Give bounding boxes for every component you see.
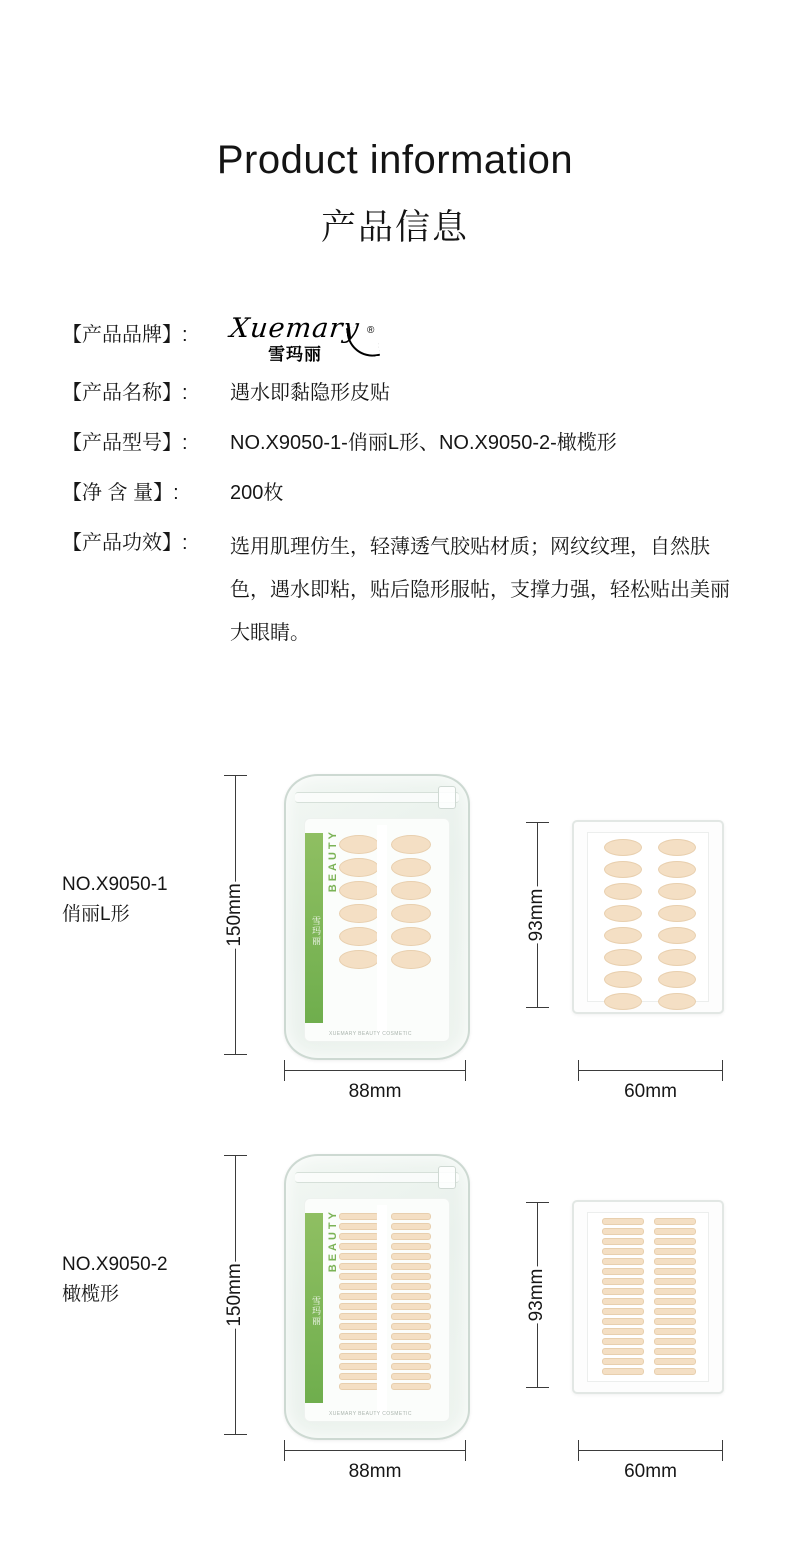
registered-trademark-icon: ® [367,325,375,336]
lash-strip [391,927,431,946]
product-sheet-1 [572,820,724,1014]
lash-strip [391,1213,431,1220]
dimension-cap-bottom [224,1434,247,1435]
lash-strip [339,904,379,923]
lash-strip [654,1298,696,1305]
lash-strip [391,1373,431,1380]
lash-strip [339,1253,379,1260]
lash-strip [602,1338,644,1345]
lash-strip [391,1243,431,1250]
dimension-width-label-sheet-1: 60mm [624,1081,677,1102]
product-package-1 [284,774,470,1060]
lash-strip [602,1348,644,1355]
dimension-cap-right [465,1440,466,1461]
lash-strip [602,1278,644,1285]
package-zipper-pull-icon [438,1166,456,1189]
lash-strip [604,993,642,1010]
lash-strip [391,1283,431,1290]
lash-strip [658,949,696,966]
lash-strip [339,927,379,946]
dimension-height-package-1 [218,775,252,1055]
dimension-height-label-1: 150mm [221,881,249,948]
figure-caption-1-line2: 俏丽L形 [62,904,130,925]
lash-strip [658,993,696,1010]
package-brandword-1: BEAUTY [327,829,339,893]
lash-strip [658,905,696,922]
lash-strip [339,1263,379,1270]
figure-caption-1 [62,870,168,930]
lash-strip [391,904,431,923]
lash-strip [654,1328,696,1335]
lash-strip [602,1268,644,1275]
package-center-divider-2 [377,1205,387,1415]
lash-strip [604,971,642,988]
lash-strip [602,1248,644,1255]
lash-strip [391,1353,431,1360]
spec-value-brand [228,313,390,364]
brand-logo-swoosh-icon [346,324,380,360]
spec-label-quantity: 【净 含 量】: [62,482,179,504]
lash-strip [654,1288,696,1295]
dimension-height-sheet-2 [520,1202,554,1388]
dimension-height-label-sheet-1: 93mm [523,887,551,944]
figure-caption-2-line2: 橄榄形 [62,1284,120,1305]
lash-strip [339,1343,379,1350]
lash-strip [391,1383,431,1390]
spec-value-quantity: 200枚 [230,482,284,504]
brand-logo [228,312,390,364]
package-green-strip-2: 雪玛丽 [305,1213,323,1403]
lash-strip [658,839,696,856]
sheet-lash-grid-1 [604,839,696,1010]
spec-row-quantity [62,476,752,510]
lash-strip [339,1363,379,1370]
spec-value-effect: 选用肌理仿生，轻薄透气胶贴材质；网纹纹理，自然肤色，遇水即粘，贴后隐形服帖，支撑力强，轻松贴出美丽大眼睛。 [230,536,730,644]
package-center-divider-1 [377,825,387,1035]
dimension-line [578,1070,723,1071]
lash-strip [391,1223,431,1230]
lash-strip [602,1328,644,1335]
page-title-cn: 产品信息 [320,208,469,247]
lash-strip [391,1313,431,1320]
lash-strip [654,1248,696,1255]
package-inner-card-1 [304,818,450,1042]
dimension-height-sheet-1 [520,822,554,1008]
lash-strip [602,1288,644,1295]
lash-strip [602,1308,644,1315]
figure-caption-1-line1: NO.X9050-1 [62,874,168,895]
package-footnote-1: XUEMARY BEAUTY COSMETIC [329,1031,412,1037]
product-spec-list [62,313,752,671]
dimension-cap-right [722,1060,723,1081]
lash-strip [391,1253,431,1260]
spec-row-effect [62,526,752,655]
dimension-height-label-2: 150mm [221,1261,249,1328]
lash-strip [391,1323,431,1330]
lash-strip [654,1308,696,1315]
figure-block-x9050-1 [0,770,790,1140]
figure-block-x9050-2 [0,1150,790,1520]
lash-strip [339,1333,379,1340]
lash-strip [339,1293,379,1300]
spec-row-brand [62,313,752,364]
package-footnote-2: XUEMARY BEAUTY COSMETIC [329,1411,412,1417]
dimension-cap-bottom [224,1054,247,1055]
dimension-width-sheet-1 [578,1070,723,1100]
dimension-cap-right [722,1440,723,1461]
dimension-cap-right [465,1060,466,1081]
product-package-2 [284,1154,470,1440]
lash-strip [604,905,642,922]
lash-strip [602,1368,644,1375]
lash-strip [654,1338,696,1345]
spec-label-brand: 【产品品牌】: [62,324,188,346]
lash-strip [391,1263,431,1270]
package-zipper [295,1172,459,1183]
lash-strip [654,1358,696,1365]
lash-strip [654,1368,696,1375]
lash-strip [602,1238,644,1245]
spec-label-effect: 【产品功效】: [62,532,188,554]
lash-strip [602,1298,644,1305]
dimension-cap-bottom [526,1007,549,1008]
sheet-lash-grid-2 [602,1218,696,1375]
dimension-cap-bottom [526,1387,549,1388]
lash-strip [339,1233,379,1240]
dimension-width-package-1 [284,1070,466,1100]
spec-value-model: NO.X9050-1-俏丽L形、NO.X9050-2-橄榄形 [230,432,617,454]
lash-strip [654,1268,696,1275]
package-zipper-pull-icon [438,786,456,809]
package-inner-card-2 [304,1198,450,1422]
spec-label-name: 【产品名称】: [62,382,188,404]
lash-strip [339,881,379,900]
lash-strip [602,1258,644,1265]
lash-strip [604,861,642,878]
lash-strip [658,861,696,878]
lash-strip [339,1373,379,1380]
spec-row-model [62,426,752,460]
dimension-width-label-1: 88mm [348,1081,402,1102]
lash-strip [658,971,696,988]
spec-label-model: 【产品型号】: [62,432,188,454]
product-figure-section [0,770,790,1520]
lash-strip [654,1278,696,1285]
dimension-width-label-sheet-2: 60mm [624,1461,677,1482]
lash-strip [602,1228,644,1235]
dimension-width-label-2: 88mm [348,1461,402,1482]
page-title-en: Product information [216,138,574,182]
lash-strip [391,881,431,900]
lash-strip [339,1243,379,1250]
lash-strip [339,1383,379,1390]
figure-caption-2 [62,1250,168,1310]
lash-strip [604,927,642,944]
dimension-line [284,1450,466,1451]
lash-strip [602,1218,644,1225]
lash-strip [339,1223,379,1230]
lash-strip [654,1318,696,1325]
lash-strip [339,950,379,969]
lash-strip [391,1273,431,1280]
lash-strip [604,883,642,900]
lash-strip [658,927,696,944]
dimension-width-package-2 [284,1450,466,1480]
lash-strip [604,949,642,966]
product-sheet-2 [572,1200,724,1394]
lash-strip [654,1258,696,1265]
lash-strip [391,1363,431,1370]
lash-strip [339,1213,379,1220]
dimension-line [578,1450,723,1451]
brand-logo-cn: 雪玛丽 [268,345,322,364]
lash-strip [339,1323,379,1330]
dimension-line [284,1070,466,1071]
lash-strip [391,1293,431,1300]
lash-strip [391,858,431,877]
lash-strip [391,950,431,969]
lash-strip [391,1303,431,1310]
figure-caption-2-line1: NO.X9050-2 [62,1254,168,1275]
lash-strip [391,1343,431,1350]
spec-row-name [62,376,752,410]
package-green-strip-1: 雪玛丽 [305,833,323,1023]
lash-strip [602,1318,644,1325]
package-brandword-2: BEAUTY [327,1209,339,1273]
sheet-inner-2 [587,1212,709,1382]
lash-strip [654,1348,696,1355]
sheet-inner-1 [587,832,709,1002]
lash-strip [391,835,431,854]
lash-strip [391,1233,431,1240]
lash-strip [658,883,696,900]
lash-strip [339,1283,379,1290]
spec-value-name: 遇水即黏隐形皮贴 [230,382,390,404]
lash-strip [391,1333,431,1340]
lash-strip [604,839,642,856]
lash-strip [654,1228,696,1235]
package-zipper [295,792,459,803]
lash-strip [339,1353,379,1360]
brand-logo-script: Xuemary [228,313,362,344]
lash-strip [654,1238,696,1245]
lash-strip [339,1273,379,1280]
dimension-height-label-sheet-2: 93mm [523,1267,551,1324]
lash-strip [602,1358,644,1365]
lash-strip [339,1313,379,1320]
lash-strip [339,1303,379,1310]
lash-strip [339,835,379,854]
lash-strip [654,1218,696,1225]
lash-strip [339,858,379,877]
dimension-width-sheet-2 [578,1450,723,1480]
dimension-height-package-2 [218,1155,252,1435]
